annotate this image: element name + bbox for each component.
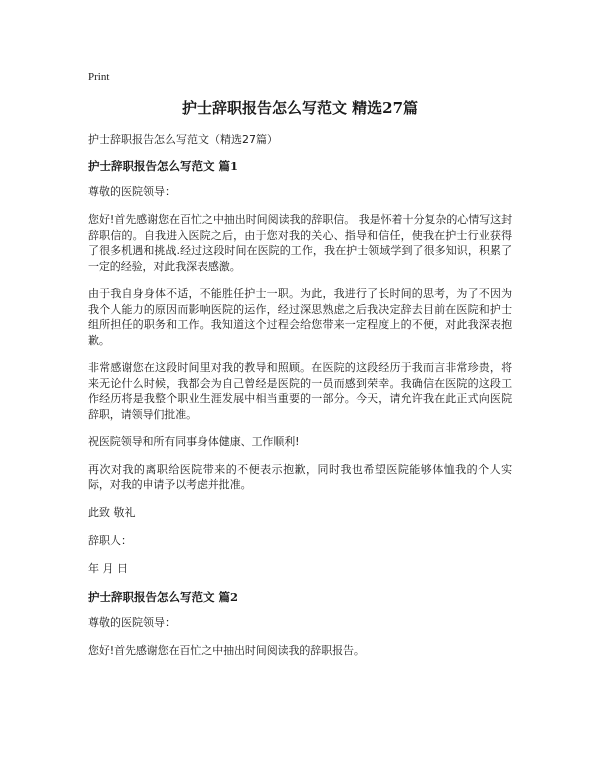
paragraph: 您好!首先感谢您在百忙之中抽出时间阅读我的辞职报告。 (88, 643, 365, 657)
paragraph: 再次对我的离职给医院带来的不便表示抱歉，同时我也希望医院能够体恤我的个人实际，对我的申请予以考虑并批准。 (88, 462, 512, 491)
document-title: 护士辞职报告怎么写范文 精选27篇 (181, 99, 419, 117)
paragraph: 非常感谢您在这段时间里对我的教导和照顾。在医院的这段经历于我而言非常珍贵，将来无论什么时候，我都会为自己曾经是医院的一员而感到荣幸。我确信在医院的这段工作经历将是我整个职业生涯发展中相当重要的一部分。今天，请允许我在此正式向医院辞职，请领导们批准。 (88, 361, 512, 421)
section-title: 护士辞职报告怎么写范文 篇2 (88, 589, 239, 604)
salutation: 尊敬的医院领导： (88, 615, 176, 629)
paragraph: 祝医院领导和所有同事身体健康、工作顺利! (88, 435, 300, 448)
section-title: 护士辞职报告怎么写范文 篇1 (88, 159, 239, 173)
date-line: 年 月 日 (88, 561, 128, 575)
signature-line: 辞职人： (88, 533, 132, 547)
document-subtitle: 护士辞职报告怎么写范文（精选27篇） (88, 133, 278, 146)
paragraph: 由于我自身身体不适，不能胜任护士一职。为此，我进行了长时间的思考，为了不因为我个人能力的原因而影响医院的运作，经过深思熟虑之后我决定辞去目前在医院和护士组所担任的职务和工作。我知道这个过程会给您带来一定程度上的不便，对此我深表抱歉。 (88, 287, 512, 347)
print-label: Print (88, 71, 110, 83)
paragraph: 您好!首先感谢您在百忙之中抽出时间阅读我的辞职信。 我是怀着十分复杂的心情写这封辞职信的。自我进入医院之后，由于您对我的关心、指导和信任，使我在护士行业获得了很多机遇和挑战.经过这段时间在医院的工作，我在护士领域学到了很多知识，积累了一定的经验，对此我深表感激。 (88, 213, 512, 273)
closing: 此致 敬礼 (88, 505, 136, 519)
salutation: 尊敬的医院领导： (88, 185, 176, 198)
